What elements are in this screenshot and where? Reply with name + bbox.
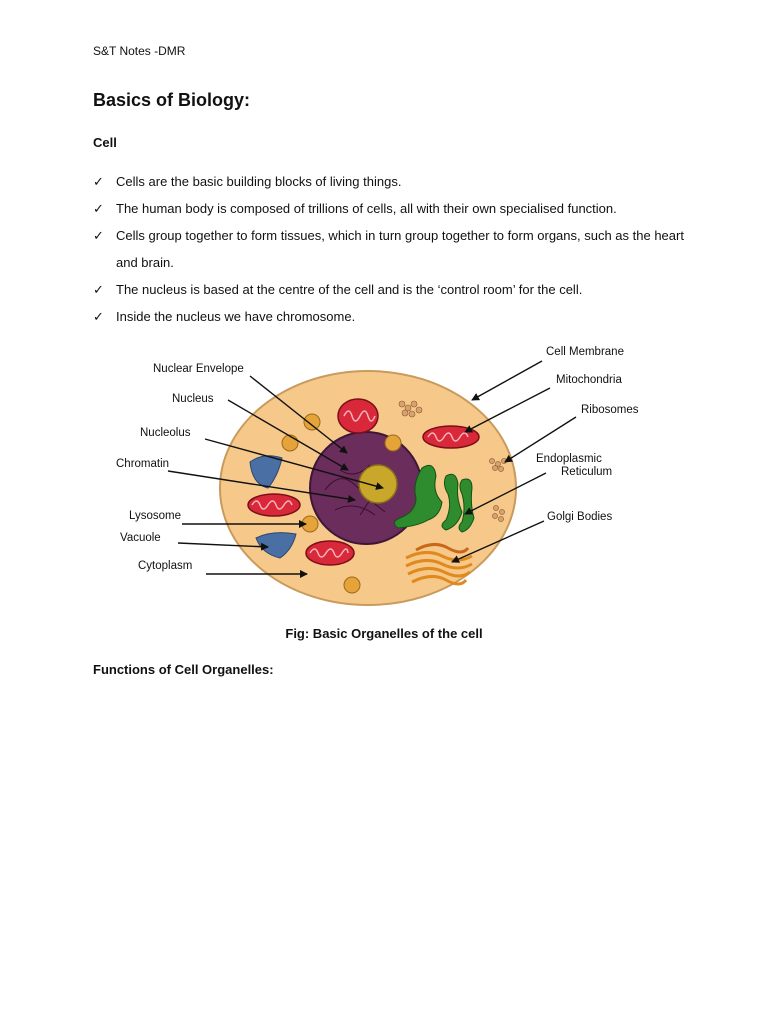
list-item — [93, 276, 693, 303]
bullet-text: Cells group together to form tissues, which in turn group together to form organs, such as the heart and brain. — [116, 228, 684, 270]
page-title: Basics of Biology: — [93, 90, 251, 110]
list-item — [93, 303, 693, 330]
list-item — [93, 168, 693, 195]
label-golgi-bodies: Golgi Bodies — [547, 511, 613, 523]
list-item — [93, 222, 693, 276]
section-heading-cell: Cell — [93, 135, 117, 150]
check-icon: ✓ — [93, 309, 104, 324]
lysosome-shape — [304, 414, 320, 430]
label-nuclear-envelope: Nuclear Envelope — [153, 363, 244, 375]
pointer-arrow — [472, 361, 542, 400]
cell-diagram — [110, 340, 670, 615]
subsection-heading: Functions of Cell Organelles: — [93, 662, 274, 677]
label-nucleus: Nucleus — [172, 393, 214, 405]
lysosome-shape — [344, 577, 360, 593]
mitochondrion — [338, 399, 378, 433]
mitochondrion — [248, 494, 300, 516]
lysosome-shape — [282, 435, 298, 451]
label-ribosomes: Ribosomes — [581, 404, 639, 416]
bullet-text: The human body is composed of trillions of cells, all with their own specialised function. — [116, 201, 617, 216]
mitochondrion — [306, 541, 354, 565]
check-icon: ✓ — [93, 174, 104, 189]
bullet-text: Cells are the basic building blocks of living things. — [116, 174, 402, 189]
bullet-text: The nucleus is based at the centre of the cell and is the ‘control room’ for the cell. — [116, 282, 583, 297]
list-item — [93, 195, 693, 222]
check-icon: ✓ — [93, 282, 104, 297]
label-er-line2: Reticulum — [561, 466, 613, 478]
figure-caption: Fig: Basic Organelles of the cell — [285, 626, 483, 641]
check-icon: ✓ — [93, 228, 104, 243]
label-nucleolus: Nucleolus — [140, 427, 191, 439]
label-vacuole: Vacuole — [120, 532, 161, 544]
label-cytoplasm: Cytoplasm — [138, 560, 193, 572]
lysosome-shape — [385, 435, 401, 451]
label-mitochondria: Mitochondria — [556, 374, 622, 386]
bullet-list — [93, 168, 693, 330]
check-icon: ✓ — [93, 201, 104, 216]
label-lysosome: Lysosome — [129, 510, 181, 522]
label-er-line1: Endoplasmic — [536, 453, 602, 465]
label-chromatin: Chromatin — [116, 458, 170, 470]
label-cell-membrane: Cell Membrane — [546, 346, 624, 358]
page-header: S&T Notes -DMR — [93, 44, 186, 58]
nucleolus-shape — [359, 465, 397, 503]
bullet-text: Inside the nucleus we have chromosome. — [116, 309, 356, 324]
